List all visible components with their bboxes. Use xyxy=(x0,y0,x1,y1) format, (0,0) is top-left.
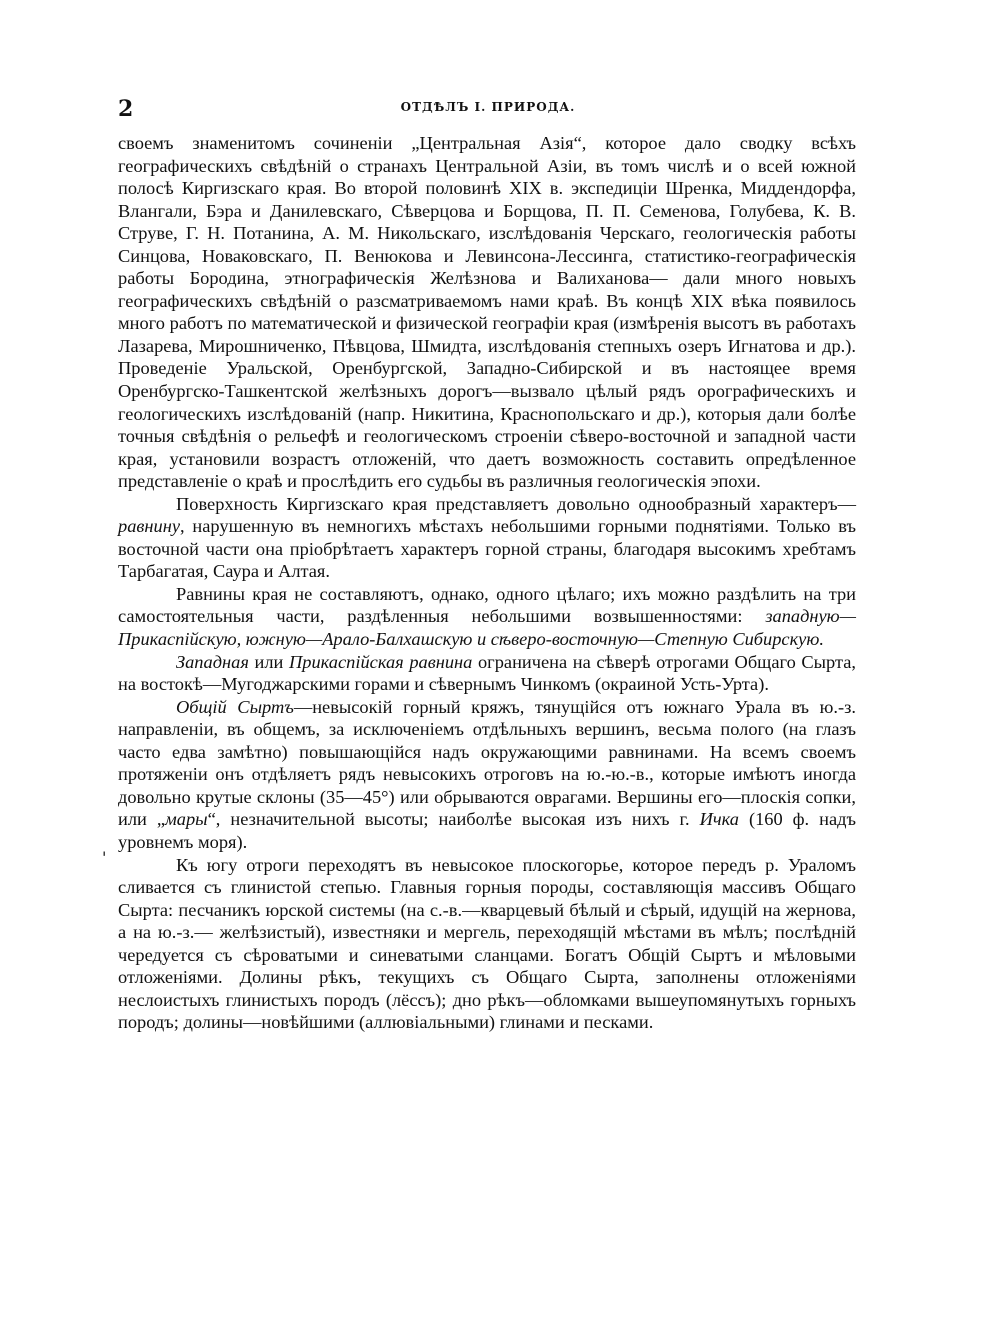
paragraph-6: Къ югу отроги переходятъ въ невысокое плоскогорье, которое передъ р. Ураломъ сливается съ глинистой степью. Главныя горныя породы, составляющія массивъ Общаго Сырта: песчаникъ юрской системы (на с.-в.—кварцевый бѣлый и сѣрый, идущій на жернова, а на ю.-з.— желѣзистый), известняки и мергель, переходящій мѣстами въ мѣлъ; послѣдній чередуется съ сѣроватыми и синеватыми сланцами. Богатъ Общій Сыртъ и мѣловыми отложеніями. Долины рѣкъ, текущихъ съ Общаго Сырта, заполнены отложеніями неслоистыхъ глинистыхъ породъ (лёссъ); дно рѣкъ—обломками вышеупомянутыхъ горныхъ породъ; долины—новѣйшими (аллювіальными) глинами и песками. xyxy=(118,854,856,1033)
page-number: 2 xyxy=(118,96,134,122)
text-run: или xyxy=(248,651,289,672)
text-run: (160 ф. надъ уровнемъ моря). xyxy=(118,809,856,852)
italic-term: западную—Прикаспійскую, южную—Арало-Балхашскую и сѣверо-восточную—Степную Сибирскую. xyxy=(118,606,856,650)
margin-mark: ' xyxy=(102,848,107,867)
italic-term: Западная xyxy=(176,651,249,672)
text-run: Равнины края не составляютъ, однако, одного цѣлаго; ихъ можно раздѣлить на три самостоятельныя части, раздѣленныя небольшими возвышенностями: xyxy=(118,583,856,627)
italic-term: Прикаспійская равнина xyxy=(288,651,473,672)
text-run: , нарушенную въ немногихъ мѣстахъ небольшими горными поднятіями. Только въ восточной части она пріобрѣтаетъ характеръ горной страны, благодаря высокимъ хребтамъ Тарбагатая, Саура и Алтая. xyxy=(118,516,856,582)
italic-term: Общій Сыртъ xyxy=(176,696,294,717)
text-run: ограничена на сѣверѣ отрогами Общаго Сырта, на востокѣ—Мугоджарскими горами и сѣвернымъ Чинкомъ (окраиной Усть-Урта). xyxy=(118,651,856,695)
paragraph-1: своемъ знаменитомъ сочиненіи „Центральная Азія“, которое дало сводку всѣхъ географическихъ свѣдѣній о странахъ Центральной Азіи, въ томъ числѣ и о всей южной полосѣ Киргизскаго края. Во второй половинѣ XIX в. экспедиціи Шренка, Миддендорфа, Влангали, Бэра и Данилевскаго, Сѣверцова и Борщова, П. П. Семенова, Голубева, К. В. Струве, Г. Н. Потанина, А. М. Никольскаго, изслѣдованія Черскаго, геологическія работы Синцова, Новаковскаго, П. Венюкова и Левинсона-Лессинга, статистико-географическія работы Бородина, этнографическія Желѣзнова и Валиханова— дали много новыхъ географическихъ свѣдѣній о разсматриваемомъ нами краѣ. Въ концѣ XIX вѣка появилось много работъ по математической и физической географіи края (измѣренія высотъ въ работахъ Лазарева, Мирошниченко, Пѣвцова, Шмидта, изслѣдованія степныхъ озеръ Игнатова и др.). Проведеніе Уральской, Оренбургской, Западно-Сибирской и въ настоящее время Оренбургско-Ташкентской желѣзныхъ дорогъ—вызвало цѣлый рядъ орографическихъ и геологическихъ изслѣдованій (напр. Никитина, Краснопольскаго и др.), которыя дали болѣе точныя свѣдѣнія о рельефѣ и геологическомъ строеніи сѣверо-восточной и западной части края, установили возрастъ отложеній, что даетъ возможность составить опредѣленное представленіе о краѣ и прослѣдить его судьбы въ различныя геологическія эпохи. xyxy=(118,133,856,492)
section-title: ОТДѢЛЪ I. ПРИРОДА. xyxy=(400,100,576,114)
text-run: “, незначительной высоты; наиболѣе высокая изъ нихъ г. xyxy=(207,809,700,830)
paragraph-5 xyxy=(118,696,856,854)
italic-term: Ичка xyxy=(699,809,739,830)
text-run: —невысокій горный кряжъ, тянущійся отъ южнаго Урала въ ю.-з. направленіи, въ общемъ, за исключеніемъ отдѣльныхъ вершинъ, весьма полого (на глазъ часто едва замѣтно) повышающійся надъ окружающими равнинами. На всемъ своемъ протяженіи онъ отдѣляетъ рядъ невысокихъ отроговъ на ю.-ю.-в., которые имѣютъ иногда довольно крутые склоны (35—45°) или обрываются оврагами. Вершины его—плоскія сопки, или „ xyxy=(118,696,856,830)
italic-term: мары xyxy=(165,809,208,830)
paragraph-3 xyxy=(118,583,856,651)
paragraph-4 xyxy=(118,651,856,696)
text-run: Поверхность Киргизскаго края представляетъ довольно однообразный характеръ— xyxy=(176,493,856,514)
italic-term: равнину xyxy=(118,516,180,537)
body-text xyxy=(118,132,856,1034)
paragraph-2 xyxy=(118,493,856,583)
page-header xyxy=(118,96,858,120)
